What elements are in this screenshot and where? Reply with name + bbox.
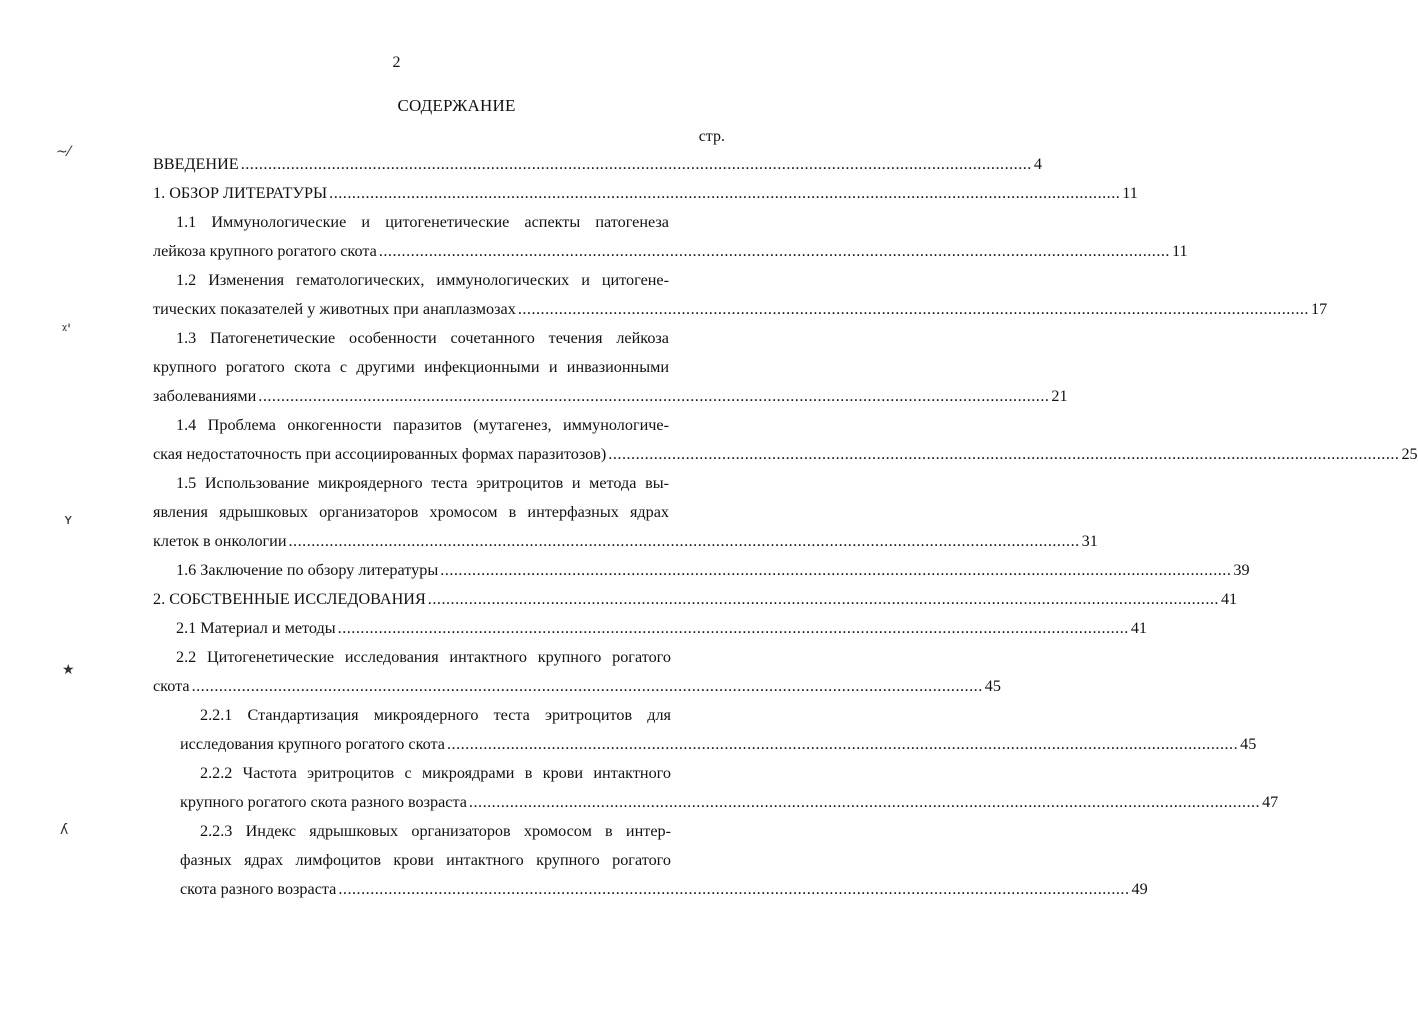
dot-leader: ..............................................................................................................................................................................	[240, 155, 1032, 173]
toc-entry-title: 1.6 Заключение по обзору литературы	[176, 561, 439, 579]
toc-entry	[153, 239, 1188, 263]
toc-entry	[180, 790, 1279, 814]
scan-mark: ʎ	[60, 822, 69, 838]
toc-entry-page: 41	[1220, 590, 1238, 608]
toc-entry-title: 2.1 Материал и методы	[176, 619, 336, 637]
toc-entry-page: 21	[1051, 387, 1068, 405]
toc-entry-title: 1. ОБЗОР ЛИТЕРАТУРЫ	[153, 184, 328, 202]
toc-entry	[176, 616, 1147, 640]
toc-entry-page: 17	[1310, 300, 1328, 318]
dot-leader: ..............................................................................................................................................................................	[338, 880, 1130, 898]
toc-entry-page: 11	[1171, 242, 1188, 260]
toc-entry	[153, 297, 1328, 321]
toc-entry-page: 25	[1401, 445, 1418, 463]
scan-mark: ᵡ'	[62, 322, 71, 338]
dot-leader: ..............................................................................................................................................................................	[608, 445, 1400, 463]
toc-entry-line: 2.2.3 Индекс ядрышковых организаторов хромосом в интер-	[200, 822, 671, 840]
toc-entry	[153, 152, 1042, 176]
toc-entry-line: фазных ядрах лимфоцитов крови интактного крупного рогатого	[180, 851, 671, 869]
toc-entry-line: 1.4 Проблема онкогенности паразитов (мутагенез, иммунологиче-	[176, 416, 669, 434]
toc-entry-page: 39	[1233, 561, 1250, 579]
toc-entry-page: 47	[1262, 793, 1279, 811]
toc-entry	[153, 181, 1138, 205]
dot-leader: ..............................................................................................................................................................................	[440, 561, 1232, 579]
dot-leader: ..............................................................................................................................................................................	[517, 300, 1309, 318]
dot-leader: ..............................................................................................................................................................................	[337, 619, 1129, 637]
toc-entry-line: 2.2 Цитогенетические исследования интактного крупного рогатого	[176, 648, 671, 666]
dot-leader: ..............................................................................................................................................................................	[329, 184, 1121, 202]
toc-entry-title: ская недостаточность при ассоциированных формах паразитозов)	[153, 445, 607, 463]
dot-leader: ..............................................................................................................................................................................	[427, 590, 1219, 608]
scan-mark: ★	[62, 662, 75, 678]
toc-entry-title: скота	[153, 677, 190, 695]
scan-mark: ʏ	[64, 512, 73, 528]
toc-entry-title: тических показателей у животных при анаплазмозах	[153, 300, 516, 318]
toc-entry	[153, 674, 1001, 698]
toc-entry-line: 1.1 Иммунологические и цитогенетические аспекты патогенеза	[176, 213, 669, 231]
toc-entry	[180, 732, 1257, 756]
toc-entry-title: исследования крупного рогатого скота	[180, 735, 445, 753]
toc-entry-title: крупного рогатого скота разного возраста	[180, 793, 467, 811]
toc-entry-title: клеток в онкологии	[153, 532, 287, 550]
page-column-label: стр.	[698, 128, 725, 145]
toc-entry-title: скота разного возраста	[180, 880, 337, 898]
toc-entry	[153, 384, 1068, 408]
toc-entry-page: 41	[1130, 619, 1147, 637]
dot-leader: ..............................................................................................................................................................................	[288, 532, 1080, 550]
toc-entry	[153, 442, 1418, 466]
toc-entry-title: заболеваниями	[153, 387, 257, 405]
toc-entry-page: 11	[1122, 184, 1138, 202]
toc-entry-title: ВВЕДЕНИЕ	[153, 155, 239, 173]
dot-leader: ..............................................................................................................................................................................	[191, 677, 983, 695]
dot-leader: ..............................................................................................................................................................................	[468, 793, 1261, 811]
toc-entry-page: 49	[1131, 880, 1148, 898]
toc-entry-page: 4	[1033, 155, 1042, 173]
scan-mark: ~⁄	[56, 144, 71, 160]
toc-entry-line: 1.2 Изменения гематологических, иммунологических и цитогене-	[176, 271, 669, 289]
page-title: СОДЕРЖАНИЕ	[397, 96, 516, 115]
page-number: 2	[392, 54, 401, 71]
toc-entry-line: 2.2.2 Частота эритроцитов с микроядрами в крови интактного	[200, 764, 671, 782]
toc-entry-title: 2. СОБСТВЕННЫЕ ИССЛЕДОВАНИЯ	[153, 590, 426, 608]
toc-entry	[176, 558, 1250, 582]
toc-entry-page: 31	[1081, 532, 1098, 550]
toc-entry-line: 1.5 Использование микроядерного теста эритроцитов и метода вы-	[176, 474, 669, 492]
toc-entry-page: 45	[1240, 735, 1257, 753]
toc-entry-title: лейкоза крупного рогатого скота	[153, 242, 377, 260]
toc-entry-line: 1.3 Патогенетические особенности сочетанного течения лейкоза	[176, 329, 669, 347]
toc-entry-line: явления ядрышковых организаторов хромосом в интерфазных ядрах	[153, 503, 669, 521]
toc-entry-line: крупного рогатого скота с другими инфекционными и инвазионными	[153, 358, 669, 376]
toc-entry-line: 2.2.1 Стандартизация микроядерного теста эритроцитов для	[200, 706, 671, 724]
dot-leader: ..............................................................................................................................................................................	[258, 387, 1050, 405]
dot-leader: ..............................................................................................................................................................................	[378, 242, 1170, 260]
toc-entry-page: 45	[984, 677, 1001, 695]
dot-leader: ..............................................................................................................................................................................	[446, 735, 1239, 753]
toc-entry	[153, 529, 1098, 553]
toc-entry	[153, 587, 1238, 611]
toc-entry	[180, 877, 1148, 901]
